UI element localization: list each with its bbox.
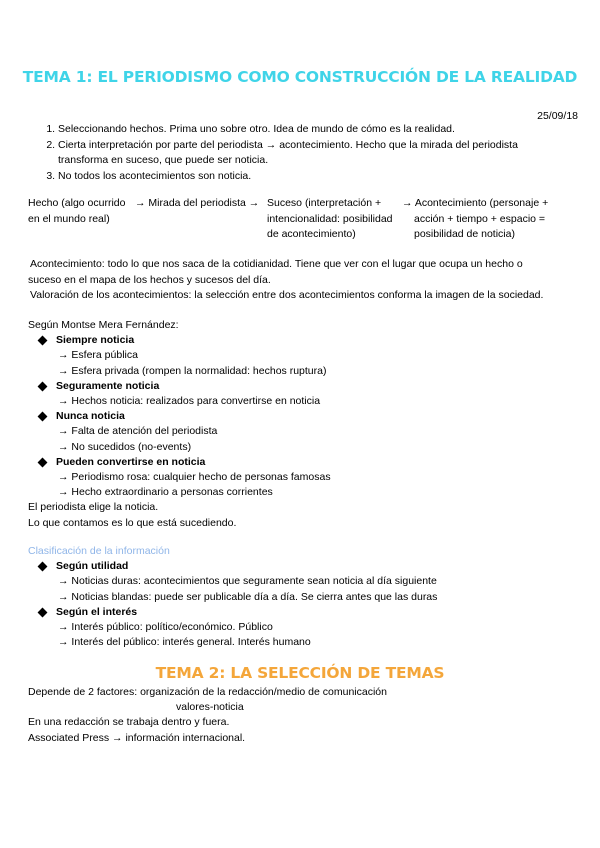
tema2-line: valores-noticia — [176, 701, 244, 714]
numbered-list — [28, 122, 598, 184]
list-item: → No sucedidos (no-events) — [58, 440, 192, 453]
list-item: → Falta de atención del periodista — [58, 425, 218, 438]
group-heading: Pueden convertirse en noticia — [28, 455, 588, 470]
diamond-bullet-icon — [38, 457, 48, 467]
mera-intro: Según Montse Mera Fernández: — [28, 319, 179, 331]
mera-section — [28, 318, 588, 531]
list-item: → Esfera pública — [58, 349, 138, 362]
flow-hecho: Hecho (algo ocurrido en el mundo real) — [28, 197, 126, 225]
mera-end: El periodista elige la noticia. — [28, 501, 159, 514]
list-item: 2. Cierta interpretación por parte del periodista → acontecimiento. Hecho que la mirada del periodista transforma en suceso, que puede ser noticia. — [58, 138, 598, 169]
tema2-title: TEMA 2: LA SELECCIÓN DE TEMAS — [155, 664, 445, 682]
list-item: 1. Seleccionando hechos. Prima uno sobre otro. Idea de mundo de cómo es la realidad. — [58, 122, 598, 138]
list-item: → Periodismo rosa: cualquier hecho de personas famosas — [58, 471, 331, 484]
acontecimiento-def: Acontecimiento: todo lo que nos saca de la cotidianidad. Tiene que ver con el lugar que ocupa un hecho o suceso en el mapa de los hechos y sucesos del día. Valoración de los acontecimientos: la selección entre dos acontecimientos conforma la imagen de la sociedad. — [28, 258, 544, 301]
flow-acontecimiento: → Acontecimiento (personaje + acción + tiempo + espacio = posibilidad de noticia) — [402, 197, 549, 240]
list-item: → Noticias duras: acontecimientos que seguramente sean noticia al día siguiente — [58, 575, 437, 588]
clasificacion-section — [28, 544, 588, 650]
group-heading: Nunca noticia — [28, 409, 588, 424]
group-heading: Según el interés — [28, 605, 588, 620]
list-item: → Hechos noticia: realizados para convertirse en noticia — [58, 395, 321, 408]
flow-mirada: → Mirada del periodista → — [135, 197, 260, 209]
tema2-line: Associated Press → información internacional. — [28, 731, 246, 744]
group-heading: Según utilidad — [28, 559, 588, 574]
diamond-bullet-icon — [38, 381, 48, 391]
diamond-bullet-icon — [38, 562, 48, 572]
tema2-line: Depende de 2 factores: organización de la redacción/medio de comunicación — [28, 686, 387, 698]
list-item: → Esfera privada (rompen la normalidad: hechos ruptura) — [58, 364, 327, 377]
diamond-bullet-icon — [38, 412, 48, 422]
tema2-body — [28, 685, 588, 746]
diamond-bullet-icon — [38, 336, 48, 346]
list-item: → Interés del público: interés general. Interés humano — [58, 636, 311, 649]
group-heading: Seguramente noticia — [28, 379, 588, 394]
tema2-line: En una redacción se trabaja dentro y fuera. — [28, 716, 230, 729]
list-item: 3. No todos los acontecimientos son noticia. — [58, 169, 598, 185]
clasificacion-title: Clasificación de la información — [28, 545, 170, 557]
list-item: → Noticias blandas: puede ser publicable día a día. Se cierra antes que las duras — [58, 590, 438, 603]
list-item: → Interés público: político/económico. Público — [58, 621, 273, 634]
tema1-title: TEMA 1: EL PERIODISMO COMO CONSTRUCCIÓN DE LA REALIDAD — [22, 68, 578, 86]
group-heading: Siempre noticia — [28, 333, 588, 348]
list-item: → Hecho extraordinario a personas corrientes — [58, 486, 273, 499]
date: 25/09/18 — [537, 110, 578, 122]
diamond-bullet-icon — [38, 607, 48, 617]
mera-end: Lo que contamos es lo que está sucediendo. — [28, 516, 237, 529]
flow-suceso: Suceso (interpretación + intencionalidad: posibilidad de acontecimiento) — [267, 197, 393, 240]
